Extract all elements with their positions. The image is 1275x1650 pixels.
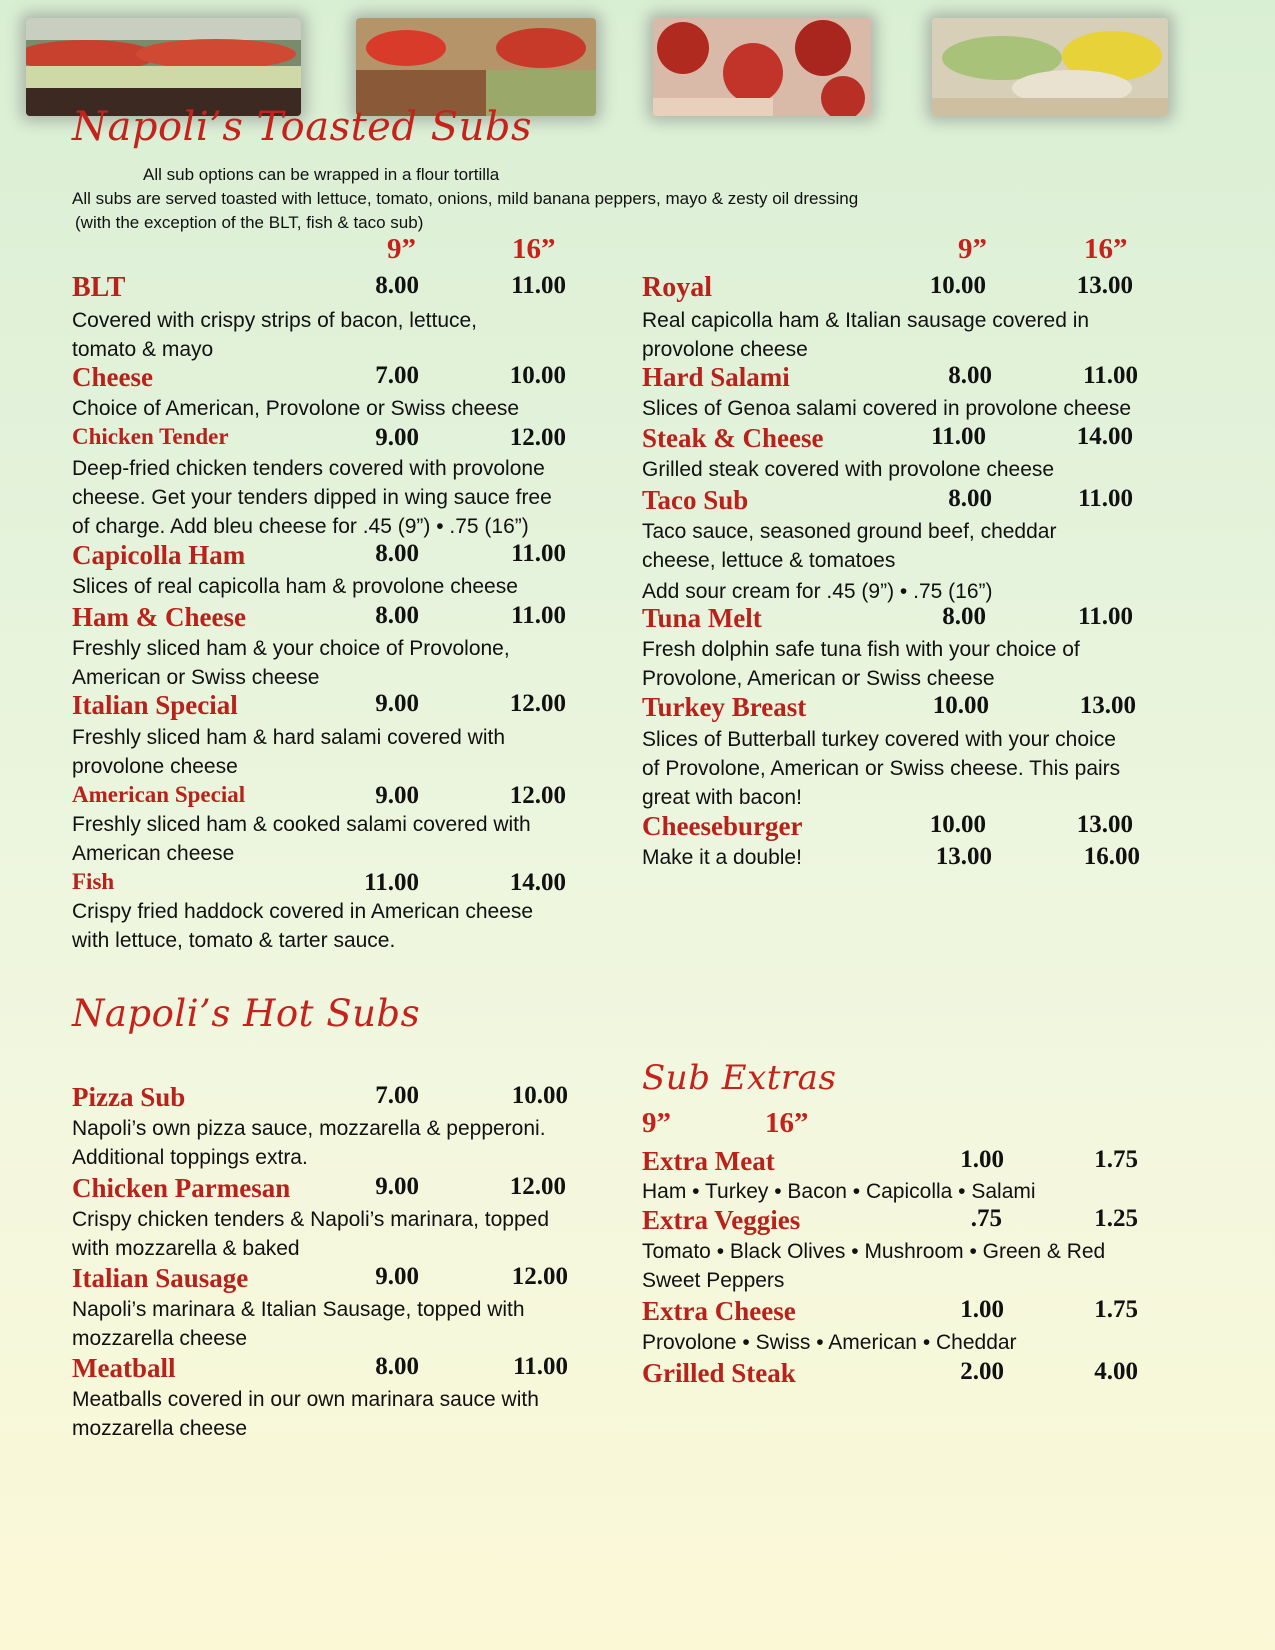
- description-line: Slices of real capicolla ham & provolone cheese: [72, 575, 518, 598]
- description-line: with lettuce, tomato & tarter sauce.: [72, 929, 396, 952]
- price-large: 1.75: [1094, 1146, 1138, 1173]
- size-9-header-left: 9”: [387, 233, 416, 265]
- price-large: 14.00: [1076, 423, 1133, 450]
- item-name: Meatball: [72, 1353, 176, 1383]
- item-description: [72, 1205, 549, 1263]
- price-large: 11.00: [1078, 603, 1133, 630]
- description-line: cheese, lettuce & tomatoes: [642, 549, 896, 572]
- description-line: Slices of Genoa salami covered in provolone cheese: [642, 397, 1132, 420]
- extras-size-9-header: 9”: [642, 1107, 671, 1139]
- item-description: [642, 635, 1080, 693]
- sub-photo-lettuce-tomato: [26, 18, 301, 116]
- price-small: 10.00: [932, 692, 989, 719]
- description-line: provolone cheese: [72, 755, 238, 778]
- item-name: Turkey Breast: [642, 692, 807, 722]
- item-description: [642, 455, 1054, 484]
- double-label: Make it a double!: [642, 846, 802, 869]
- size-16-header-right: 16”: [1084, 233, 1128, 265]
- item-name: Tuna Melt: [642, 603, 762, 633]
- item-description: [642, 517, 1056, 606]
- price-large: 13.00: [1079, 692, 1136, 719]
- description-line: Freshly sliced ham & hard salami covered with: [72, 726, 506, 749]
- price-small: 11.00: [364, 869, 419, 896]
- item-description: [72, 454, 552, 541]
- description-line: Slices of Butterball turkey covered with your choice: [642, 728, 1116, 751]
- item-name: Steak & Cheese: [642, 423, 824, 453]
- description-line: Provolone, American or Swiss cheese: [642, 667, 995, 690]
- description-line: of Provolone, American or Swiss cheese. This pairs: [642, 757, 1121, 780]
- price-small: 8.00: [375, 602, 419, 629]
- sub-photo-pepperoni: [653, 18, 871, 116]
- item-description: [72, 1295, 525, 1353]
- price-large: 11.00: [511, 540, 566, 567]
- description-line: Crispy chicken tenders & Napoli’s marinara, topped: [72, 1208, 550, 1231]
- item-name: Italian Special: [72, 690, 238, 720]
- item-description: [642, 725, 1120, 812]
- item-name: Hard Salami: [642, 362, 790, 392]
- price-small: 9.00: [375, 424, 419, 451]
- price-small: 13.00: [935, 843, 992, 870]
- description-line: Ham • Turkey • Bacon • Capicolla • Salami: [642, 1180, 1036, 1203]
- item-description: [72, 306, 477, 364]
- sub-photo-veggie-image: [932, 18, 1168, 116]
- item-name: Pizza Sub: [72, 1082, 186, 1112]
- item-name: Fish: [72, 869, 115, 894]
- price-small: 8.00: [375, 1353, 419, 1380]
- price-large: 11.00: [511, 272, 566, 299]
- description-line: Deep-fried chicken tenders covered with provolone: [72, 457, 545, 480]
- description-line: Sweet Peppers: [642, 1269, 785, 1292]
- description-line: cheese. Get your tenders dipped in wing sauce free: [72, 486, 552, 509]
- item-name: Extra Cheese: [642, 1296, 796, 1326]
- sub-photo-pepperoni-image: [653, 18, 871, 116]
- price-small: 1.00: [960, 1296, 1004, 1323]
- price-large: 11.00: [1078, 485, 1133, 512]
- item-description: [642, 1177, 1036, 1206]
- price-small: 7.00: [375, 362, 419, 389]
- item-description: [642, 1237, 1105, 1295]
- description-line: Freshly sliced ham & cooked salami covered with: [72, 813, 531, 836]
- item-name: Taco Sub: [642, 485, 749, 515]
- item-name: Grilled Steak: [642, 1358, 796, 1388]
- price-small: 9.00: [375, 690, 419, 717]
- item-description: [72, 810, 531, 868]
- description-line: provolone cheese: [642, 338, 808, 361]
- extras-size-16-header: 16”: [765, 1107, 809, 1139]
- price-small: 8.00: [948, 485, 992, 512]
- hot-subs-title: Napoli’s Hot Subs: [72, 992, 421, 1035]
- tortilla-note: All sub options can be wrapped in a flour tortilla: [143, 165, 500, 184]
- price-small: 1.00: [960, 1146, 1004, 1173]
- price-small: 2.00: [960, 1358, 1004, 1385]
- price-small: 8.00: [942, 603, 986, 630]
- item-name: Ham & Cheese: [72, 602, 246, 632]
- item-description: [72, 394, 519, 423]
- description-line: Napoli’s marinara & Italian Sausage, topped with: [72, 1298, 525, 1321]
- item-description: [642, 394, 1131, 423]
- price-small: 9.00: [375, 782, 419, 809]
- description-line: of charge. Add bleu cheese for .45 (9”) • .75 (16”): [72, 515, 529, 538]
- description-line: Grilled steak covered with provolone cheese: [642, 458, 1055, 481]
- description-line: Choice of American, Provolone or Swiss cheese: [72, 397, 520, 420]
- item-description: [72, 1114, 546, 1172]
- price-small: .75: [970, 1205, 1002, 1232]
- item-name: Royal: [642, 272, 712, 303]
- description-line: with mozzarella & baked: [72, 1237, 300, 1260]
- price-large: 13.00: [1076, 272, 1133, 299]
- description-line: Fresh dolphin safe tuna fish with your choice of: [642, 638, 1080, 661]
- sub-photo-blt: [356, 18, 596, 116]
- description-line: mozzarella cheese: [72, 1417, 248, 1440]
- item-name: Italian Sausage: [72, 1263, 249, 1293]
- price-large: 12.00: [511, 1263, 568, 1290]
- price-small: 7.00: [375, 1082, 419, 1109]
- size-16-header-left: 16”: [512, 233, 556, 265]
- description-line: Crispy fried haddock covered in American cheese: [72, 900, 534, 923]
- price-small: 8.00: [948, 362, 992, 389]
- description-line: Add sour cream for .45 (9”) • .75 (16”): [642, 580, 993, 603]
- description-line: mozzarella cheese: [72, 1327, 248, 1350]
- item-description: [72, 572, 518, 601]
- description-line: American or Swiss cheese: [72, 666, 320, 689]
- item-description: [72, 1385, 539, 1443]
- description-line: Covered with crispy strips of bacon, lettuce,: [72, 309, 478, 332]
- price-large: 1.75: [1094, 1296, 1138, 1323]
- item-description: [642, 306, 1089, 364]
- description-line: Additional toppings extra.: [72, 1146, 308, 1169]
- item-description: [72, 723, 505, 781]
- sub-photo-lettuce-tomato-image: [26, 18, 301, 116]
- price-large: 10.00: [509, 362, 566, 389]
- price-large: 10.00: [511, 1082, 568, 1109]
- price-large: 11.00: [513, 1353, 568, 1380]
- description-line: Tomato • Black Olives • Mushroom • Green & Red: [642, 1240, 1106, 1263]
- toasted-subs-title: Napoli’s Toasted Subs: [72, 104, 532, 150]
- item-name: Capicolla Ham: [72, 540, 246, 570]
- description-line: Napoli’s own pizza sauce, mozzarella & pepperoni.: [72, 1117, 546, 1140]
- size-9-header-right: 9”: [958, 233, 987, 265]
- price-large: 11.00: [511, 602, 566, 629]
- description-line: tomato & mayo: [72, 338, 214, 361]
- toppings-note: All subs are served toasted with lettuce, tomato, onions, mild banana peppers, mayo & zesty oil dressing: [72, 189, 859, 208]
- price-small: 11.00: [931, 423, 986, 450]
- description-line: American cheese: [72, 842, 235, 865]
- item-name: Cheese: [72, 362, 153, 392]
- price-large: 4.00: [1094, 1358, 1138, 1385]
- price-large: 12.00: [509, 424, 566, 451]
- item-name: Extra Meat: [642, 1146, 775, 1176]
- item-name: BLT: [72, 272, 126, 303]
- price-small: 10.00: [929, 811, 986, 838]
- item-name: American Special: [72, 782, 246, 807]
- price-small: 9.00: [375, 1173, 419, 1200]
- sub-photo-blt-image: [356, 18, 596, 116]
- price-large: 14.00: [509, 869, 566, 896]
- item-name: Chicken Tender: [72, 424, 229, 449]
- price-large: 13.00: [1076, 811, 1133, 838]
- item-name: Extra Veggies: [642, 1205, 801, 1235]
- description-line: Taco sauce, seasoned ground beef, cheddar: [642, 520, 1057, 543]
- description-line: Provolone • Swiss • American • Cheddar: [642, 1331, 1017, 1354]
- price-small: 8.00: [375, 272, 419, 299]
- price-large: 16.00: [1083, 843, 1140, 870]
- description-line: Meatballs covered in our own marinara sauce with: [72, 1388, 539, 1411]
- price-small: 8.00: [375, 540, 419, 567]
- exception-note: (with the exception of the BLT, fish & taco sub): [75, 213, 424, 232]
- description-line: Freshly sliced ham & your choice of Provolone,: [72, 637, 510, 660]
- price-large: 12.00: [509, 782, 566, 809]
- item-description: [642, 1328, 1017, 1357]
- description-line: great with bacon!: [642, 786, 802, 809]
- price-large: 12.00: [509, 690, 566, 717]
- sub-extras-title: Sub Extras: [642, 1058, 837, 1098]
- item-description: [72, 897, 533, 955]
- item-name: Cheeseburger: [642, 811, 803, 841]
- item-description: [72, 634, 510, 692]
- price-small: 9.00: [375, 1263, 419, 1290]
- description-line: Real capicolla ham & Italian sausage covered in: [642, 309, 1090, 332]
- item-name: Chicken Parmesan: [72, 1173, 291, 1203]
- price-small: 10.00: [929, 272, 986, 299]
- sub-photo-veggie: [932, 18, 1168, 116]
- price-large: 12.00: [509, 1173, 566, 1200]
- price-large: 11.00: [1083, 362, 1138, 389]
- price-large: 1.25: [1094, 1205, 1138, 1232]
